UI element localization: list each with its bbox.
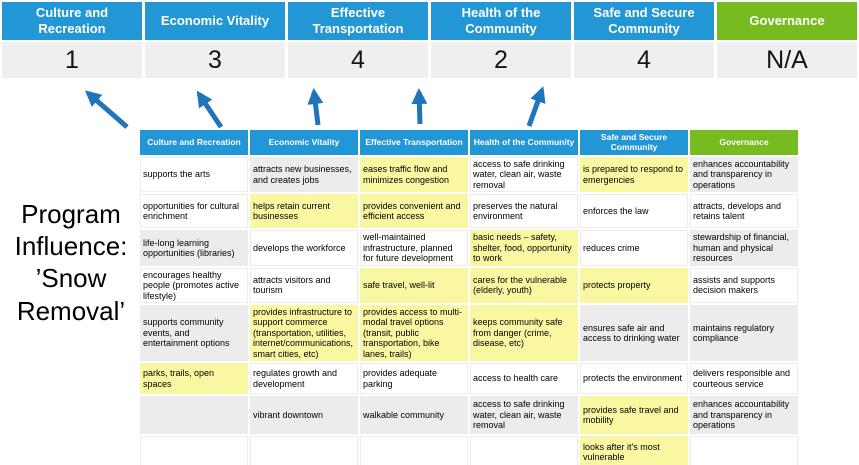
matrix-cell: attracts new businesses, and creates jobs	[250, 157, 358, 192]
matrix-column-header-2: Economic Vitality	[250, 130, 358, 155]
pillar-score-1: 1	[2, 42, 142, 78]
pillar-header-1: Culture and Recreation	[2, 2, 142, 40]
matrix-cell: reduces crime	[580, 230, 688, 265]
matrix-cell: stewardship of financial, human and physical resources	[690, 230, 798, 265]
influence-arrow	[529, 90, 542, 126]
matrix-row-5	[140, 305, 798, 361]
pillar-score-5: 4	[574, 42, 714, 78]
matrix-cell: access to health care	[470, 363, 578, 394]
matrix-cell: supports community events, and entertainment options	[140, 305, 248, 361]
matrix-cell: ensures safe air and access to drinking water	[580, 305, 688, 361]
matrix-cell	[250, 436, 358, 465]
matrix-cell: walkable community	[360, 396, 468, 434]
influence-matrix	[138, 128, 800, 465]
pillar-header-5: Safe and Secure Community	[574, 2, 714, 40]
pillar-score-4: 2	[431, 42, 571, 78]
matrix-column-header-3: Effective Transportation	[360, 130, 468, 155]
matrix-cell	[690, 436, 798, 465]
pillar-score-6: N/A	[717, 42, 857, 78]
influence-arrow	[199, 94, 221, 127]
matrix-row-6	[140, 363, 798, 394]
matrix-column-header-1: Culture and Recreation	[140, 130, 248, 155]
program-influence-title: Program Influence: ’Snow Removal’	[14, 199, 128, 326]
pillar-score-3: 4	[288, 42, 428, 78]
matrix-cell	[140, 396, 248, 434]
matrix-cell: supports the arts	[140, 157, 248, 192]
matrix-cell: protects property	[580, 268, 688, 303]
matrix-cell: provides convenient and efficient access	[360, 194, 468, 228]
matrix-cell: eases traffic flow and minimizes congestion	[360, 157, 468, 192]
matrix-cell: looks after it's most vulnerable	[580, 436, 688, 465]
matrix-row-7	[140, 396, 798, 434]
matrix-cell	[140, 436, 248, 465]
matrix-header-row	[140, 130, 798, 155]
matrix-row-1	[140, 157, 798, 192]
matrix-cell: attracts visitors and tourism	[250, 268, 358, 303]
matrix-cell: is prepared to respond to emergencies	[580, 157, 688, 192]
matrix-column-header-4: Health of the Community	[470, 130, 578, 155]
matrix-cell: provides access to multi-modal travel options (transit, public transportation, bike lanes, trails)	[360, 305, 468, 361]
matrix-body	[140, 157, 798, 465]
matrix-cell: opportunities for cultural enrichment	[140, 194, 248, 228]
matrix-cell: attracts, develops and retains talent	[690, 194, 798, 228]
matrix-cell: well-maintained infrastructure, planned for future development	[360, 230, 468, 265]
matrix-cell: assists and supports decision makers	[690, 268, 798, 303]
matrix-row-4	[140, 268, 798, 303]
matrix-cell: provides safe travel and mobility	[580, 396, 688, 434]
pillar-header-2: Economic Vitality	[145, 2, 285, 40]
matrix-row-3	[140, 230, 798, 265]
matrix-cell: provides adequate parking	[360, 363, 468, 394]
matrix-cell: safe travel, well-lit	[360, 268, 468, 303]
matrix-cell: delivers responsible and courteous service	[690, 363, 798, 394]
matrix-row-8	[140, 436, 798, 465]
scoreboard	[2, 2, 857, 78]
matrix-cell: encourages healthy people (promotes active lifestyle)	[140, 268, 248, 303]
matrix-cell	[360, 436, 468, 465]
matrix-column-header-5: Safe and Secure Community	[580, 130, 688, 155]
matrix-cell: access to safe drinking water, clean air, waste removal	[470, 157, 578, 192]
matrix-row-2	[140, 194, 798, 228]
matrix-cell: provides infrastructure to support commerce (transportation, utilities, internet/communications, smart cities, etc)	[250, 305, 358, 361]
pillar-score-2: 3	[145, 42, 285, 78]
pillar-header-3: Effective Transportation	[288, 2, 428, 40]
matrix-cell: life-long learning opportunities (libraries)	[140, 230, 248, 265]
matrix-cell: cares for the vulnerable (elderly, youth)	[470, 268, 578, 303]
matrix-cell: develops the workforce	[250, 230, 358, 265]
influence-arrow	[419, 92, 420, 124]
influence-arrow	[88, 93, 127, 127]
matrix-cell: vibrant downtown	[250, 396, 358, 434]
matrix-cell: preserves the natural environment	[470, 194, 578, 228]
matrix-cell	[470, 436, 578, 465]
matrix-cell: access to safe drinking water, clean air, waste removal	[470, 396, 578, 434]
matrix-cell: protects the environment	[580, 363, 688, 394]
matrix-cell: enforces the law	[580, 194, 688, 228]
matrix-cell: helps retain current businesses	[250, 194, 358, 228]
pillar-header-6: Governance	[717, 2, 857, 40]
matrix-cell: regulates growth and development	[250, 363, 358, 394]
matrix-cell: keeps community safe from danger (crime, disease, etc)	[470, 305, 578, 361]
influence-arrow	[314, 92, 318, 125]
matrix-cell: enhances accountability and transparency in operations	[690, 396, 798, 434]
pillar-header-4: Health of the Community	[431, 2, 571, 40]
matrix-column-header-6: Governance	[690, 130, 798, 155]
matrix-cell: enhances accountability and transparency in operations	[690, 157, 798, 192]
matrix-cell: parks, trails, open spaces	[140, 363, 248, 394]
matrix-cell: maintains regulatory compliance	[690, 305, 798, 361]
matrix-cell: basic needs – safety, shelter, food, opportunity to work	[470, 230, 578, 265]
